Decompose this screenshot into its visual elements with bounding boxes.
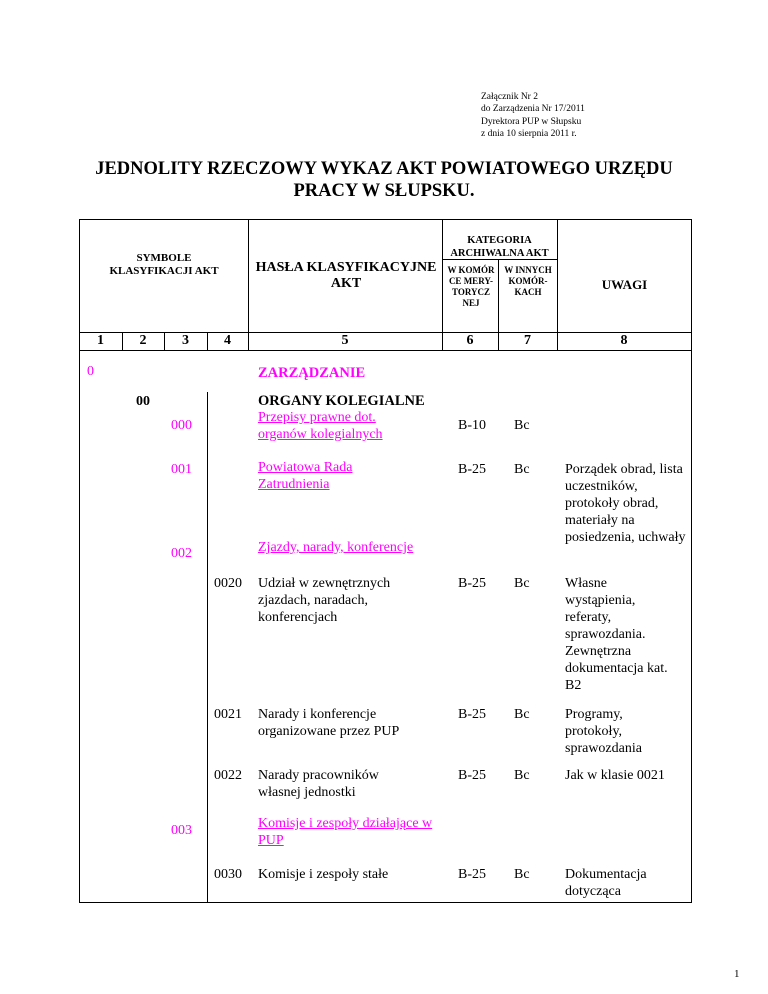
body-divider-col4 bbox=[207, 392, 208, 903]
row-000-name: Przepisy prawne dot. organów kolegialnych bbox=[258, 410, 383, 442]
note-line-3: Dyrektora PUP w Słupsku bbox=[481, 116, 582, 127]
table-left-border bbox=[79, 219, 80, 903]
row-0022-other: Bc bbox=[514, 768, 530, 783]
header-uwagi: UWAGI bbox=[601, 277, 648, 292]
col-number-7: 7 bbox=[524, 333, 531, 348]
note-line-2: do Zarządzenia Nr 17/2011 bbox=[481, 104, 585, 115]
row-000-other: Bc bbox=[514, 418, 530, 433]
row-0020-code: 0020 bbox=[214, 576, 242, 591]
header-w-innych: W INNYCH KOMÓR-KACH bbox=[504, 265, 552, 297]
col-number-5: 5 bbox=[341, 333, 349, 348]
page-number: 1 bbox=[734, 968, 740, 980]
row-001-note: Porządek obrad, lista uczestników, protokoły obrad, materiały na posiedzenia, uchwały bbox=[565, 462, 686, 545]
col-number-1: 1 bbox=[97, 333, 104, 348]
header-hasla: HASŁA KLASYFIKACYJNE AKT bbox=[255, 260, 437, 291]
row-0022-note: Jak w klasie 0021 bbox=[565, 768, 665, 783]
row-002-name: Zjazdy, narady, konferencje bbox=[258, 540, 414, 555]
title-line-1: JEDNOLITY RZECZOWY WYKAZ AKT POWIATOWEGO URZĘDU bbox=[95, 159, 673, 179]
row-003-name: Komisje i zespoły działające w PUP bbox=[258, 816, 433, 848]
header-symbole: SYMBOLE KLASYFIKACJI AKT bbox=[109, 252, 219, 277]
row-0021-other: Bc bbox=[514, 707, 530, 722]
section-title: ZARZĄDZANIE bbox=[258, 365, 366, 381]
col-number-3: 3 bbox=[182, 333, 189, 348]
row-0020-name: Udział w zewnętrznych zjazdach, naradach, konferencjach bbox=[258, 576, 391, 625]
row-000-code: 000 bbox=[171, 418, 192, 433]
col-number-2: 2 bbox=[139, 333, 147, 348]
row-0021-note: Programy, protokoły, sprawozdania bbox=[565, 707, 642, 756]
row-001-name: Powiatowa Rada Zatrudnienia bbox=[258, 460, 353, 492]
row-0030-code: 0030 bbox=[214, 867, 242, 882]
row-001-category: B-25 bbox=[458, 462, 486, 477]
row-0022-code: 0022 bbox=[214, 768, 242, 783]
group-title: ORGANY KOLEGIALNE bbox=[258, 393, 425, 409]
row-0030-name: Komisje i zespoły stałe bbox=[258, 867, 389, 882]
row-0021-code: 0021 bbox=[214, 707, 242, 722]
col-number-4: 4 bbox=[224, 333, 231, 348]
row-003-code: 003 bbox=[171, 823, 192, 838]
header-w-komorce: W KOMÓR CE MERY-TORYCZ NEJ bbox=[447, 265, 495, 308]
row-0021-category: B-25 bbox=[458, 707, 486, 722]
col-number-6: 6 bbox=[466, 333, 474, 348]
row-0021-name: Narady i konferencje organizowane przez PUP bbox=[258, 707, 400, 739]
col-number-8: 8 bbox=[620, 333, 628, 348]
row-0020-category: B-25 bbox=[458, 576, 486, 591]
row-001-code: 001 bbox=[171, 462, 192, 477]
row-0022-category: B-25 bbox=[458, 768, 486, 783]
row-0030-note: Dokumentacja dotycząca bbox=[565, 867, 647, 899]
section-code: 0 bbox=[87, 364, 94, 379]
table-right-border bbox=[691, 219, 692, 903]
row-0030-category: B-25 bbox=[458, 867, 486, 882]
table-bottom-border bbox=[79, 902, 692, 903]
row-002-code: 002 bbox=[171, 546, 192, 561]
table-top-border bbox=[79, 219, 692, 220]
row-000-category: B-10 bbox=[458, 418, 486, 433]
row-001-other: Bc bbox=[514, 462, 530, 477]
header-kategoria: KATEGORIA ARCHIWALNA AKT bbox=[450, 235, 549, 259]
document-title bbox=[60, 158, 708, 202]
note-line-1: Załącznik Nr 2 bbox=[481, 92, 538, 102]
group-code: 00 bbox=[136, 394, 150, 409]
row-0030-other: Bc bbox=[514, 867, 530, 882]
title-line-2: PRACY W SŁUPSKU. bbox=[293, 181, 475, 201]
row-0022-name: Narady pracowników własnej jednostki bbox=[258, 768, 379, 800]
note-line-4: z dnia 10 sierpnia 2011 r. bbox=[481, 129, 577, 140]
row-0020-note: Własne wystąpienia, referaty, sprawozdania. Zewnętrzna dokumentacja kat. B2 bbox=[565, 576, 668, 693]
attachment-note bbox=[481, 91, 585, 141]
row-0020-other: Bc bbox=[514, 576, 530, 591]
header-bottom-border bbox=[79, 350, 692, 351]
